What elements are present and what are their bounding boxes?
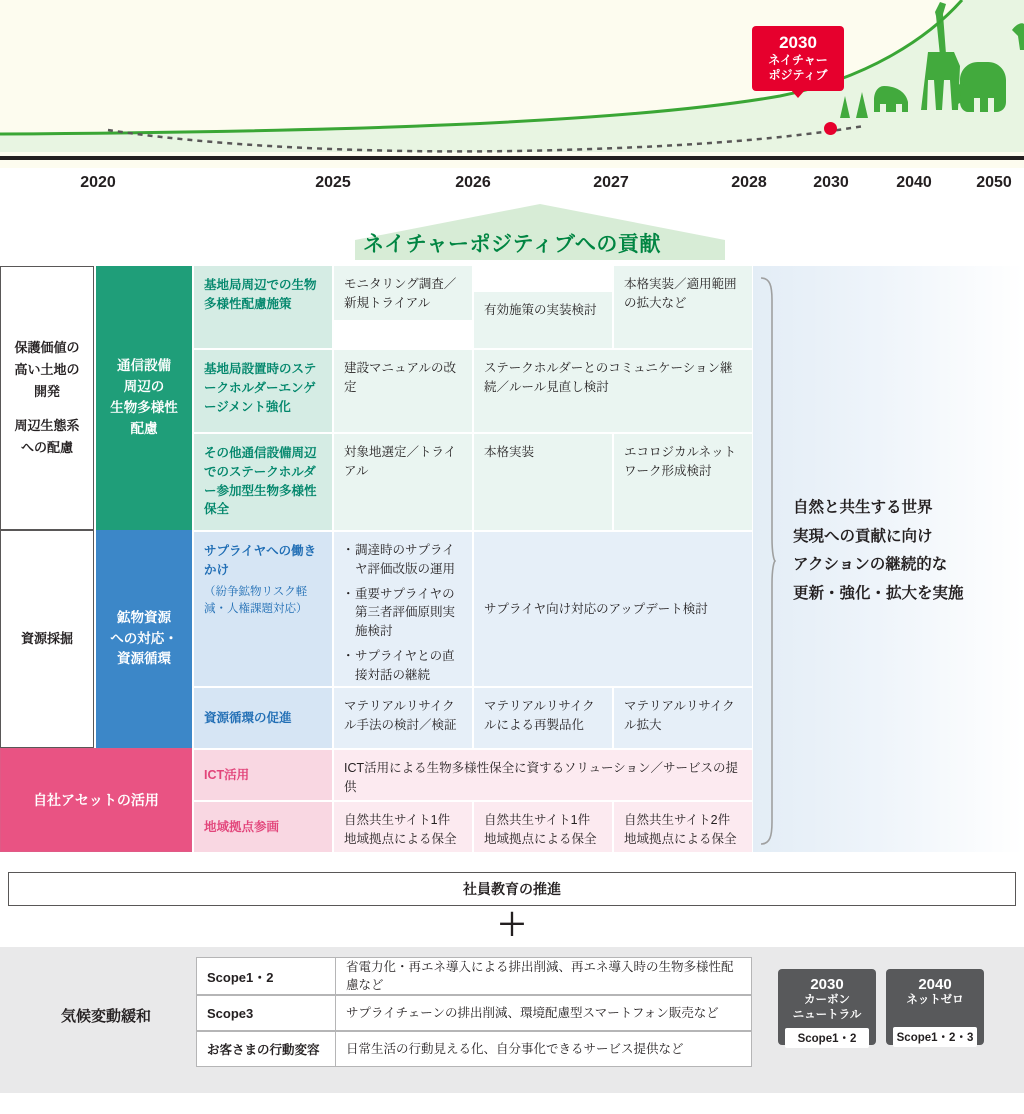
row6-phase1: ICT活用による生物多様性保全に資するソリューション／サービスの提供 <box>334 750 752 800</box>
year-label-2020: 2020 <box>80 174 116 191</box>
category-land-l5: への配慮 <box>20 440 73 456</box>
row4-bullet-2: ・ 重要サプライヤの第三者評価原則実施検討 <box>344 585 462 641</box>
theme-mineral-l1: 鉱物資源 <box>117 609 171 625</box>
year-label-2030: 2030 <box>813 174 849 191</box>
right-panel-line4: 更新・強化・拡大を実施 <box>793 585 964 603</box>
subitem-supplier-engagement <box>194 532 332 686</box>
category-mining-label: 資源採掘 <box>20 630 73 646</box>
theme-telecom-l2: 周辺の <box>123 379 165 395</box>
category-own-assets <box>0 748 192 852</box>
climate-mitigation-section <box>0 947 1024 1093</box>
goal-2030-scope: Scope1・2 <box>785 1028 869 1048</box>
row1-phase2: 有効施策の実装検討 <box>474 292 612 348</box>
row7-phase1-l1: 自然共生サイト1件 <box>344 813 451 827</box>
subitem-stakeholder-engagement: 基地局設置時のステークホルダーエンゲージメント強化 <box>194 350 332 432</box>
row1-phase1: モニタリング調査／新規トライアル <box>334 266 472 320</box>
arrow-title-text: ネイチャーポジティブへの貢献 <box>363 233 661 256</box>
row7-phase2 <box>474 802 612 852</box>
theme-mineral-resources <box>96 530 192 748</box>
year-label-2040: 2040 <box>896 174 932 191</box>
nature-positive-marker-dot <box>824 122 837 135</box>
row7-phase3 <box>614 802 752 852</box>
badge-year: 2030 <box>779 33 817 52</box>
customer-behavior-label: お客さまの行動変容 <box>196 1031 336 1067</box>
row1-phase3: 本格実装／適用範囲の拡大など <box>614 266 752 348</box>
row7-phase3-l2: 地域拠点による保全 <box>624 831 737 846</box>
row7-phase2-l2: 地域拠点による保全 <box>484 831 597 846</box>
row4-bullet-3: ・ サプライヤとの直接対話の継続 <box>344 647 462 685</box>
category-mining <box>0 530 94 748</box>
goal-2030-year: 2030 <box>810 976 844 993</box>
goal-2030-line1: カーボン <box>804 994 850 1007</box>
row7-phase1-l2: 地域拠点による保全 <box>344 831 457 846</box>
right-panel-line2: 実現への貢献に向け <box>793 527 933 545</box>
subitem-supplier-l2: （紛争鉱物リスク軽減・人権課題対応） <box>204 585 308 615</box>
goal-2030-carbon-neutral <box>778 969 876 1045</box>
theme-mineral-l3: 資源循環 <box>117 651 171 667</box>
section-arrow-title <box>0 202 1024 264</box>
year-label-2026: 2026 <box>455 174 491 191</box>
customer-behavior-description: 日常生活の行動見える化、自分事化できるサービス提供など <box>336 1031 752 1067</box>
subitem-regional-participation: 地域拠点参画 <box>194 802 332 852</box>
theme-mineral-l2: への対応・ <box>110 630 178 646</box>
row4-bullet-1: ・ 調達時のサプライヤ評価改版の運用 <box>344 541 462 579</box>
plus-symbol: ＋ <box>497 909 527 942</box>
goal-2030-line2: ニュートラル <box>792 1009 862 1022</box>
row7-phase1 <box>334 802 472 852</box>
row4-phase1 <box>334 532 472 686</box>
row5-phase3: マテリアルリサイクル拡大 <box>614 688 752 748</box>
row2-phase1: 建設マニュアルの改定 <box>334 350 472 432</box>
row5-phase1: マテリアルリサイクル手法の検討／検証 <box>334 688 472 748</box>
row2-phase2: ステークホルダーとのコミュニケーション継続／ルール見直し検討 <box>474 350 752 432</box>
goal-2040-net-zero <box>886 969 984 1045</box>
nature-positive-badge <box>752 26 844 91</box>
timeline-banner <box>0 0 1024 168</box>
scope1-2-description: 省電力化・再エネ導入による排出削減、再エネ導入時の生物多様性配慮など <box>336 957 752 995</box>
category-land-l4: 周辺生態系 <box>14 418 80 434</box>
subitem-basestation-biodiversity: 基地局周辺での生物多様性配慮施策 <box>194 266 332 348</box>
goal-2040-line1: ネットゼロ <box>906 994 964 1007</box>
banner-graphic <box>0 0 1024 168</box>
category-land-l2: 高い土地の <box>14 361 80 377</box>
category-land-l3: 開発 <box>33 383 60 399</box>
row5-phase2: マテリアルリサイクルによる再製品化 <box>474 688 612 748</box>
year-label-2027: 2027 <box>593 174 629 191</box>
year-axis <box>0 168 1024 202</box>
scope3-description: サプライチェーンの排出削減、環境配慮型スマートフォン販売など <box>336 995 752 1031</box>
scope3-label: Scope3 <box>196 995 336 1031</box>
badge-line1: ネイチャー <box>768 53 828 68</box>
row3-phase2: 本格実装 <box>474 434 612 530</box>
goal-2040-year: 2040 <box>918 976 952 993</box>
row7-phase2-l1: 自然共生サイト1件 <box>484 813 591 827</box>
category-land-l1: 保護価値の <box>14 339 80 355</box>
theme-telecom-l4: 配慮 <box>130 420 158 436</box>
row7-phase3-l1: 自然共生サイト2件 <box>624 813 731 827</box>
theme-telecom-biodiversity <box>96 266 192 530</box>
climate-title: 気候変動緩和 <box>60 1008 151 1025</box>
subitem-ict-utilization: ICT活用 <box>194 750 332 800</box>
subitem-supplier-l1: サプライヤへの働きかけ <box>204 544 317 577</box>
subitem-other-facility-conservation: その他通信設備周辺でのステークホルダー参加型生物多様性保全 <box>194 434 332 530</box>
timeline-baseline <box>0 156 1024 160</box>
theme-telecom-l1: 通信設備 <box>117 358 171 374</box>
subitem-resource-circulation: 資源循環の促進 <box>194 688 332 748</box>
row4-phase2: サプライヤ向け対応のアップデート検討 <box>474 532 752 686</box>
right-panel-line3: アクションの継続的な <box>793 556 948 574</box>
category-land-development <box>0 266 94 530</box>
theme-telecom-l3: 生物多様性 <box>110 400 178 415</box>
scope1-2-label: Scope1・2 <box>196 957 336 995</box>
badge-line2: ポジティブ <box>768 68 828 83</box>
employee-education-bar <box>8 872 1016 906</box>
right-panel-text <box>793 494 1013 609</box>
goal-2040-line2 <box>886 1008 984 1022</box>
category-own-assets-label: 自社アセットの活用 <box>33 792 159 808</box>
employee-education-label: 社員教育の推進 <box>463 881 561 897</box>
strategy-matrix <box>0 266 1024 866</box>
row3-phase3: エコロジカルネットワーク形成検討 <box>614 434 752 530</box>
right-panel-line1: 自然と共生する世界 <box>793 499 933 516</box>
year-label-2025: 2025 <box>315 174 351 191</box>
year-label-2050: 2050 <box>976 174 1012 191</box>
goal-2040-scope: Scope1・2・3 <box>893 1027 977 1047</box>
row3-phase1: 対象地選定／トライアル <box>334 434 472 530</box>
year-label-2028: 2028 <box>731 174 767 191</box>
right-brace-icon <box>760 276 776 846</box>
